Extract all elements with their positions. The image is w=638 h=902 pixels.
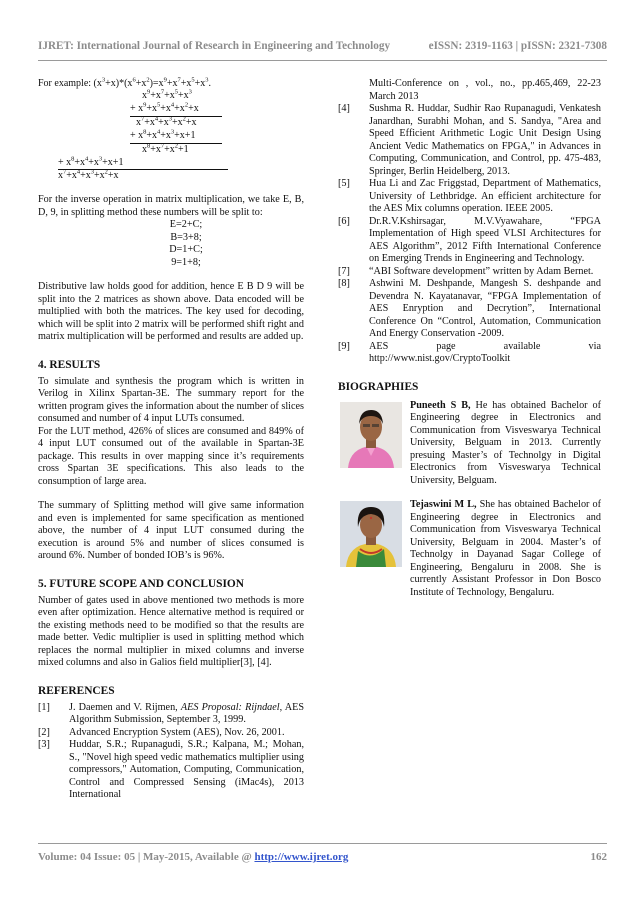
- split-item: D=1+C;: [169, 244, 203, 256]
- header-rule: [38, 60, 607, 61]
- references-heading: REFERENCES: [38, 684, 115, 697]
- split-list: [38, 219, 304, 269]
- distributive-paragraph: Distributive law holds good for addition, hence E B D 9 will be split into the 2 matrices as shown above. Data encoded will be multiplied with both the matrices. The key used for decoding, which will be split into 2 matrix will be performed shift right and matrix multiplication will be performed and results are added up.: [38, 281, 304, 343]
- right-column: [338, 78, 601, 599]
- split-item: 9=1+8;: [171, 256, 201, 268]
- reference-item: [2] Advanced Encryption System (AES), Nov. 26, 2001.: [38, 726, 285, 738]
- issn: eISSN: 2319-1163 | pISSN: 2321-7308: [428, 40, 607, 52]
- split-item: E=2+C;: [169, 219, 203, 230]
- biography-tejaswini: [338, 499, 601, 599]
- reference-item: [1] J. Daemen and V. Rijmen, AES Proposal: Rijndael, AES Algorithm Submission, September 3, 1999.: [38, 701, 304, 726]
- split-item: B=3+8;: [170, 231, 202, 243]
- footer-volume: Volume: 04 Issue: 05 | May-2015, Available @ http://www.ijret.org: [38, 851, 349, 863]
- reference-item: [7] “ABI Software development” written by Adam Bernet.: [338, 265, 594, 277]
- page-header: [38, 40, 607, 52]
- reference-item: Multi-Conference on , vol., no., pp.465,469, 22-23 March 2013: [369, 78, 601, 102]
- journal-link[interactable]: http://www.ijret.org: [254, 851, 349, 863]
- author-photo-tejaswini: [340, 501, 402, 567]
- bio-text-tejaswini: Tejaswini M L, She has obtained Bachelor of Engineering degree in Electronics and Communication from Visveswarya Technical University, Belguam in 2004. Master’s of Technolgy in Dayanad Sagar College of Engineering, Bengaluru in 2008. She is currently Assistant Professor in Don Bosco Institute of Technology, Bengaluru.: [410, 499, 601, 598]
- left-column: [38, 78, 304, 802]
- results-heading: 4. RESULTS: [38, 358, 101, 371]
- reference-item: [9] AES page available via http://www.nist.gov/CryptoToolkit: [338, 340, 601, 364]
- page-number: 162: [590, 851, 607, 863]
- reference-item: [3] Huddar, S.R.; Rupanagudi, S.R.; Kalpana, M.; Mohan, S., "Novel high speed vedic mathematics multiplier using compressors," Automation, Computing, Communication, Control and Compressed Sensing (iMac4s), 2013 International: [38, 739, 304, 801]
- biography-puneeth: [338, 400, 601, 488]
- author-photo-puneeth: [340, 402, 402, 468]
- biographies-heading: BIOGRAPHIES: [338, 380, 419, 393]
- footer-rule: [38, 843, 607, 844]
- results-paragraph: For the LUT method, 426% of slices are consumed and 849% of 4 input LUT consumed out of the available in Spartan-3E package. This results in over mapping since it’s requirements cross Spartan 3E specifications. This also leads to the consumption of large area.: [38, 425, 304, 487]
- page-footer: [38, 851, 607, 863]
- bio-text-puneeth: Puneeth S B, He has obtained Bachelor of Engineering degree in Electronics and Communication from Visveswarya Technical University, Belguam in 2013. Currently presuing Master’s of Technolgy in Digital Electronics from Visveswarya Technical University, Belguam.: [410, 399, 601, 486]
- reference-item: [4] Sushma R. Huddar, Sudhir Rao Rupanagudi, Venkatesh Janardhan, Surabhi Mohan, and S. Sandya, "Area and Speed Efficient Arithmetic Logic Unit Design Using Ancient Vedic Mathematics on FPGA," in Advances in Computing, Communication, and Control, pp. 475-483, Springer, Berlin Heidelberg, 2013.: [338, 103, 601, 177]
- results-paragraph: To simulate and synthesis the program which is written in Verilog in Xilinx Spartan-3E. The summary report for the written program gives the information about the number of slices consumed and number of 4 input LUTs consumed.: [38, 375, 304, 425]
- reference-item: [5] Hua Li and Zac Friggstad, Department of Mathematics, University of Lethbridge. An efficient architecture for the AES Mix columns operation. IEEE 2005.: [338, 178, 601, 214]
- journal-name: IJRET: International Journal of Research in Engineering and Technology: [38, 40, 391, 52]
- polynomial-example: For example: $(x^3+x)*(x^6+x^2)=x^9+x^7+x^5+x^3$. $x^9+x^7+x^5+x^3$ + $x^9+x^5+x^4+x^2+x$ $x^7+x^4+x^3+x^2+x$ + $x^8+x^4+x^3+x+1$ $x^8+x^7+x^2+1$ + $x^8+x^4+x^3+x+1$ $x^7+x^4+x^3+x^2+x$: [38, 78, 304, 184]
- results-paragraph: The summary of Splitting method will give same information and even is implemented for same specification as mentioned above, the number of 4 input LUT consumed during the execution is around 5% and number of slices consumed is around 6%. Number of bonded IOB’s is 96%.: [38, 500, 304, 562]
- reference-item: [6] Dr.R.V.Kshirsagar, M.V.Vyawahare, “FPGA Implementation of High speed VLSI Architectures for AES Algorithm”, 2012 Fifth International Conference on Emerging Trends in Engineering and Technology.: [338, 215, 601, 264]
- example-label: For example: (x: [38, 78, 102, 89]
- future-paragraph: Number of gates used in above mentioned two methods is more even after optimization. Hence alternative method is required or the existing methods need to be modified so that the results are made better. Vedic multiplier is used in splitting method which replaces the normal multiplier in mixed columns and inverse mixed columns and also in Galios field multiplier[3], [4].: [38, 594, 304, 669]
- reference-list: [38, 702, 304, 802]
- future-heading: 5. FUTURE SCOPE AND CONCLUSION: [38, 577, 245, 590]
- inverse-paragraph: For the inverse operation in matrix multiplication, we take E, B, D, 9, in splitting method these numbers will be split to:: [38, 194, 304, 218]
- reference-item: [8] Ashwini M. Deshpande, Mangesh S. deshpande and Devendra N. Kayatanavar, “FPGA Implementation of AES Enryption and Decrytion”, International Conference On “Control, Automation, Communication And Energy Conservation -2009.: [338, 278, 601, 339]
